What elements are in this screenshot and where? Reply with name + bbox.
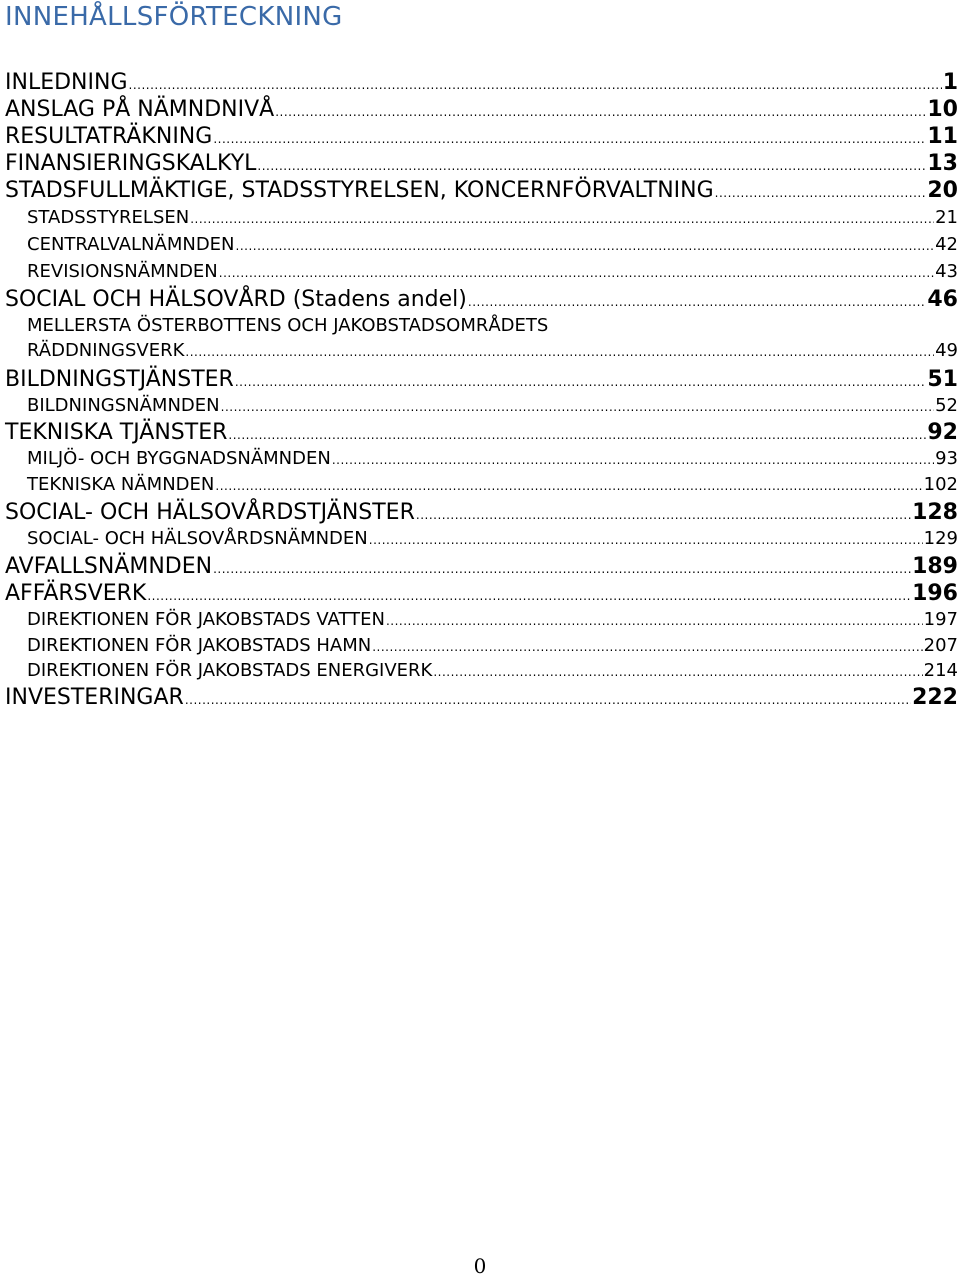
toc-entry-page: 92 bbox=[927, 420, 958, 445]
toc-entry-page: 128 bbox=[912, 500, 958, 525]
toc-entry-page: 42 bbox=[935, 234, 958, 255]
toc-entry-label: BILDNINGSNÄMNDEN bbox=[27, 395, 220, 416]
toc-entry-raddningsverk[interactable] bbox=[27, 340, 958, 367]
dot-leader bbox=[129, 78, 942, 92]
toc-title: INNEHÅLLSFÖRTECKNING bbox=[5, 2, 343, 32]
toc-entry-page: 214 bbox=[923, 660, 958, 681]
toc-entry-label: MELLERSTA ÖSTERBOTTENS OCH JAKOBSTADSOMRÅDETS bbox=[27, 315, 549, 336]
toc-entry-page: 102 bbox=[923, 474, 958, 495]
page-number: 0 bbox=[473, 1254, 487, 1278]
toc-entry-direktionen-vatten[interactable] bbox=[27, 609, 958, 636]
toc-entry-anslag[interactable] bbox=[5, 97, 958, 124]
toc-entry-miljo-och-byggnadsnamnden[interactable] bbox=[27, 448, 958, 475]
toc-entry-bildningstjanster[interactable] bbox=[5, 367, 958, 394]
toc-entry-inledning[interactable] bbox=[5, 70, 958, 97]
dot-leader bbox=[221, 400, 934, 414]
toc-entry-stadsstyrelsen[interactable] bbox=[27, 207, 958, 234]
toc-entry-page: 129 bbox=[923, 528, 958, 549]
toc-entry-bildningsnamnden[interactable] bbox=[27, 395, 958, 422]
toc-entry-label: TEKNISKA NÄMNDEN bbox=[27, 474, 215, 495]
toc-entry-label: ANSLAG PÅ NÄMNDNIVÅ bbox=[5, 97, 275, 122]
toc-entry-label: RESULTATRÄKNING bbox=[5, 124, 213, 149]
toc-entry-label: RÄDDNINGSVERK bbox=[27, 340, 185, 361]
toc-entry-label: REVISIONSNÄMNDEN bbox=[27, 261, 218, 282]
toc-entry-tekniska-tjanster[interactable] bbox=[5, 420, 958, 447]
toc-entry-label: BILDNINGSTJÄNSTER bbox=[5, 367, 234, 392]
toc-entry-label: MILJÖ- OCH BYGGNADSNÄMNDEN bbox=[27, 448, 331, 469]
toc-entry-page: 222 bbox=[912, 685, 958, 710]
toc-entry-page: 10 bbox=[927, 97, 958, 122]
dot-leader bbox=[236, 239, 935, 253]
dot-leader bbox=[369, 533, 923, 547]
toc-entry-label: AVFALLSNÄMNDEN bbox=[5, 554, 213, 579]
dot-leader bbox=[213, 562, 911, 576]
toc-entry-label: INVESTERINGAR bbox=[5, 685, 184, 710]
toc-entry-label: STADSFULLMÄKTIGE, STADSSTYRELSEN, KONCERNFÖRVALTNING bbox=[5, 178, 714, 203]
toc-entry-label: SOCIAL- OCH HÄLSOVÅRDSNÄMNDEN bbox=[27, 528, 368, 549]
toc-entry-social-och-halsovardstjanster[interactable] bbox=[5, 500, 958, 527]
toc-entry-social-och-halsovard[interactable] bbox=[5, 287, 958, 314]
dot-leader bbox=[219, 266, 934, 280]
toc-entry-stadsfullmaktige[interactable] bbox=[5, 178, 958, 205]
dot-leader bbox=[468, 295, 926, 309]
toc-entry-page: 196 bbox=[912, 581, 958, 606]
dot-leader bbox=[215, 479, 922, 493]
dot-leader bbox=[386, 614, 923, 628]
toc-entry-page: 20 bbox=[927, 178, 958, 203]
dot-leader bbox=[416, 508, 911, 522]
dot-leader bbox=[185, 345, 934, 359]
toc-entry-revisionsnamnden[interactable] bbox=[27, 261, 958, 288]
toc-entry-label: INLEDNING bbox=[5, 70, 128, 95]
dot-leader bbox=[372, 640, 922, 654]
toc-entry-page: 93 bbox=[935, 448, 958, 469]
toc-entry-label: FINANSIERINGSKALKYL bbox=[5, 151, 257, 176]
toc-entry-page: 51 bbox=[927, 367, 958, 392]
dot-leader bbox=[332, 453, 934, 467]
toc-entry-tekniska-namnden[interactable] bbox=[27, 474, 958, 501]
toc-entry-social-och-halsovardsnamnden[interactable] bbox=[27, 528, 958, 555]
toc-entry-page: 43 bbox=[935, 261, 958, 282]
toc-entry-page: 197 bbox=[923, 609, 958, 630]
dot-leader bbox=[715, 186, 927, 200]
toc-entry-direktionen-hamn[interactable] bbox=[27, 635, 958, 662]
toc-entry-label: AFFÄRSVERK bbox=[5, 581, 147, 606]
dot-leader bbox=[147, 589, 911, 603]
dot-leader bbox=[275, 105, 926, 119]
dot-leader bbox=[235, 375, 927, 389]
toc-entry-page: 21 bbox=[935, 207, 958, 228]
toc-entry-label: SOCIAL- OCH HÄLSOVÅRDSTJÄNSTER bbox=[5, 500, 415, 525]
toc-entry-direktionen-energiverk[interactable] bbox=[27, 660, 958, 687]
toc-entry-page: 11 bbox=[927, 124, 958, 149]
toc-entry-centralvalnamnden[interactable] bbox=[27, 234, 958, 261]
toc-entry-label: SOCIAL OCH HÄLSOVÅRD (Stadens andel) bbox=[5, 287, 467, 312]
toc-entry-label: DIREKTIONEN FÖR JAKOBSTADS HAMN bbox=[27, 635, 372, 656]
dot-leader bbox=[228, 428, 926, 442]
toc-entry-page: 1 bbox=[942, 70, 958, 95]
toc-entry-page: 207 bbox=[923, 635, 958, 656]
toc-entry-label: DIREKTIONEN FÖR JAKOBSTADS ENERGIVERK bbox=[27, 660, 433, 681]
toc-entry-page: 49 bbox=[935, 340, 958, 361]
toc-entry-affarsverk[interactable] bbox=[5, 581, 958, 608]
toc-entry-label: STADSSTYRELSEN bbox=[27, 207, 190, 228]
toc-entry-label: TEKNISKA TJÄNSTER bbox=[5, 420, 228, 445]
toc-entry-finansieringskalkyl[interactable] bbox=[5, 151, 958, 178]
toc-entry-page: 189 bbox=[912, 554, 958, 579]
dot-leader bbox=[213, 132, 926, 146]
dot-leader bbox=[433, 665, 922, 679]
dot-leader bbox=[190, 212, 934, 226]
dot-leader bbox=[185, 693, 911, 707]
toc-entry-resultatrakning[interactable] bbox=[5, 124, 958, 151]
toc-entry-avfallsnamnden[interactable] bbox=[5, 554, 958, 581]
toc-entry-label: CENTRALVALNÄMNDEN bbox=[27, 234, 235, 255]
toc-entry-page: 13 bbox=[927, 151, 958, 176]
dot-leader bbox=[257, 159, 926, 173]
toc-entry-page: 52 bbox=[935, 395, 958, 416]
toc-entry-label: DIREKTIONEN FÖR JAKOBSTADS VATTEN bbox=[27, 609, 385, 630]
toc-entry-mellersta-line1[interactable] bbox=[27, 315, 958, 342]
toc-entry-investeringar[interactable] bbox=[5, 685, 958, 712]
toc-entry-page: 46 bbox=[927, 287, 958, 312]
